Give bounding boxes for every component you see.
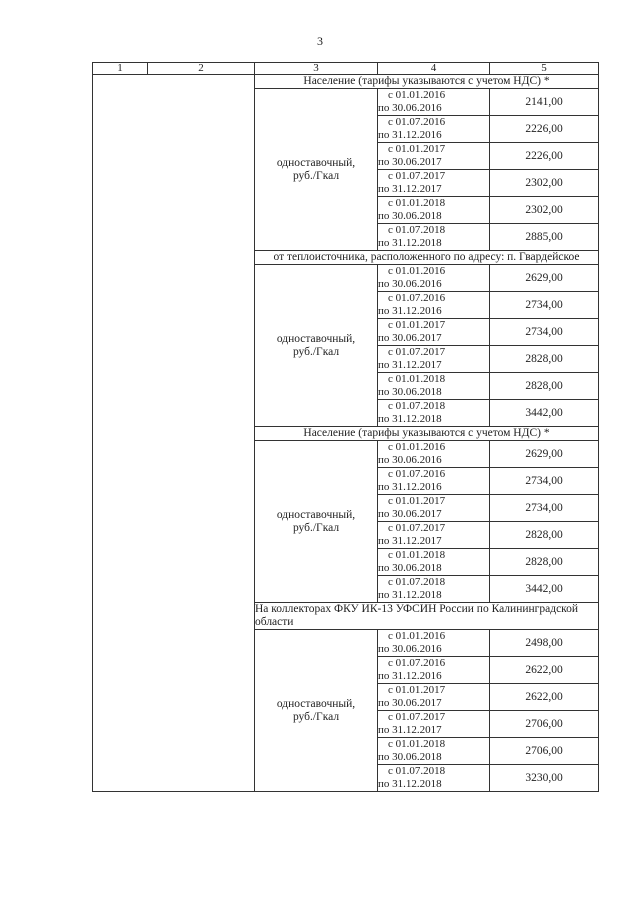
period-to: по 31.12.2016 [378, 670, 442, 682]
period-from: с 01.07.2017 [388, 170, 446, 182]
tariff-value: 2629,00 [490, 441, 599, 468]
header-col-1: 1 [93, 63, 148, 75]
period-cell [378, 549, 490, 576]
tariff-value: 3230,00 [490, 765, 599, 792]
tariff-type-line: одноставочный, [276, 156, 356, 169]
period-from: с 01.01.2016 [388, 441, 446, 453]
period-to: по 30.06.2018 [378, 562, 442, 574]
period-cell [378, 373, 490, 400]
period-from: с 01.01.2018 [388, 373, 446, 385]
header-col-5: 5 [490, 63, 599, 75]
period-from: с 01.07.2016 [388, 116, 446, 128]
section-title: Население (тарифы указываются с учетом НДС) * [255, 75, 599, 89]
empty-columns-1-2 [93, 75, 255, 792]
period-from: с 01.07.2017 [388, 522, 446, 534]
period-cell [378, 116, 490, 143]
section-title: Население (тарифы указываются с учетом НДС) * [255, 427, 599, 441]
period-cell [378, 292, 490, 319]
tariff-type-cell [255, 630, 378, 792]
tariff-type-line: руб./Гкал [292, 710, 340, 723]
section-title: от теплоисточника, расположенного по адресу: п. Гвардейское [255, 251, 599, 265]
period-cell [378, 657, 490, 684]
period-to: по 30.06.2017 [378, 508, 442, 520]
tariff-value: 2734,00 [490, 495, 599, 522]
tariff-value: 2706,00 [490, 711, 599, 738]
period-from: с 01.07.2016 [388, 657, 446, 669]
tariff-value: 2302,00 [490, 197, 599, 224]
period-from: с 01.07.2018 [388, 224, 446, 236]
period-cell [378, 765, 490, 792]
period-cell [378, 738, 490, 765]
tariff-value: 2828,00 [490, 346, 599, 373]
period-to: по 30.06.2017 [378, 697, 442, 709]
tariff-value: 2302,00 [490, 170, 599, 197]
period-cell [378, 576, 490, 603]
period-from: с 01.07.2016 [388, 468, 446, 480]
period-to: по 31.12.2017 [378, 724, 442, 736]
period-from: с 01.01.2017 [388, 495, 446, 507]
period-to: по 30.06.2016 [378, 643, 442, 655]
section-title: На коллекторах ФКУ ИК-13 УФСИН России по Калининградской области [255, 603, 599, 630]
period-from: с 01.01.2018 [388, 549, 446, 561]
period-cell [378, 468, 490, 495]
tariff-value: 2828,00 [490, 373, 599, 400]
period-cell [378, 522, 490, 549]
header-row [93, 63, 599, 75]
period-cell [378, 143, 490, 170]
period-to: по 31.12.2018 [378, 589, 442, 601]
period-cell [378, 630, 490, 657]
period-cell [378, 319, 490, 346]
tariff-type-line: руб./Гкал [292, 169, 340, 182]
section-title-row [93, 75, 599, 89]
tariff-type-line: одноставочный, [276, 697, 356, 710]
period-to: по 31.12.2016 [378, 481, 442, 493]
period-to: по 30.06.2018 [378, 210, 442, 222]
period-to: по 31.12.2018 [378, 778, 442, 790]
period-from: с 01.07.2018 [388, 400, 446, 412]
tariff-type-line: одноставочный, [276, 332, 356, 345]
period-to: по 30.06.2017 [378, 156, 442, 168]
period-to: по 31.12.2016 [378, 129, 442, 141]
tariff-value: 2734,00 [490, 468, 599, 495]
period-cell [378, 711, 490, 738]
period-from: с 01.01.2016 [388, 265, 446, 277]
period-to: по 31.12.2017 [378, 183, 442, 195]
tariff-type-line: руб./Гкал [292, 345, 340, 358]
period-from: с 01.01.2018 [388, 738, 446, 750]
tariff-value: 2622,00 [490, 657, 599, 684]
tariff-type-line: руб./Гкал [292, 521, 340, 534]
period-cell [378, 265, 490, 292]
period-cell [378, 441, 490, 468]
period-from: с 01.01.2016 [388, 89, 446, 101]
period-cell [378, 495, 490, 522]
header-col-4: 4 [378, 63, 490, 75]
period-cell [378, 89, 490, 116]
period-from: с 01.07.2017 [388, 711, 446, 723]
tariff-value: 2226,00 [490, 143, 599, 170]
tariff-value: 2226,00 [490, 116, 599, 143]
tariff-value: 2885,00 [490, 224, 599, 251]
tariff-value: 2828,00 [490, 549, 599, 576]
period-cell [378, 197, 490, 224]
period-to: по 31.12.2016 [378, 305, 442, 317]
period-cell [378, 684, 490, 711]
header-col-3: 3 [255, 63, 378, 75]
page-number: 3 [317, 34, 323, 48]
period-to: по 30.06.2017 [378, 332, 442, 344]
tariff-value: 2629,00 [490, 265, 599, 292]
period-from: с 01.01.2016 [388, 630, 446, 642]
period-from: с 01.01.2017 [388, 319, 446, 331]
tariff-type-line: одноставочный, [276, 508, 356, 521]
period-to: по 30.06.2016 [378, 454, 442, 466]
tariff-value: 2706,00 [490, 738, 599, 765]
period-to: по 30.06.2018 [378, 751, 442, 763]
period-to: по 31.12.2017 [378, 359, 442, 371]
header-col-2: 2 [148, 63, 255, 75]
tariff-type-cell [255, 89, 378, 251]
period-to: по 31.12.2018 [378, 237, 442, 249]
period-from: с 01.01.2018 [388, 197, 446, 209]
period-from: с 01.07.2018 [388, 765, 446, 777]
period-to: по 30.06.2018 [378, 386, 442, 398]
period-to: по 30.06.2016 [378, 278, 442, 290]
tariff-value: 3442,00 [490, 400, 599, 427]
period-from: с 01.07.2017 [388, 346, 446, 358]
tariff-type-cell [255, 265, 378, 427]
tariff-type-cell [255, 441, 378, 603]
tariff-value: 2734,00 [490, 319, 599, 346]
period-cell [378, 170, 490, 197]
tariff-value: 3442,00 [490, 576, 599, 603]
period-from: с 01.01.2017 [388, 143, 446, 155]
period-cell [378, 400, 490, 427]
period-to: по 30.06.2016 [378, 102, 442, 114]
period-to: по 31.12.2018 [378, 413, 442, 425]
tariff-value: 2828,00 [490, 522, 599, 549]
period-from: с 01.07.2016 [388, 292, 446, 304]
period-cell [378, 224, 490, 251]
period-from: с 01.07.2018 [388, 576, 446, 588]
tariff-value: 2141,00 [490, 89, 599, 116]
tariff-value: 2734,00 [490, 292, 599, 319]
tariff-value: 2498,00 [490, 630, 599, 657]
tariff-value: 2622,00 [490, 684, 599, 711]
period-cell [378, 346, 490, 373]
tariff-table [92, 62, 599, 792]
period-to: по 31.12.2017 [378, 535, 442, 547]
period-from: с 01.01.2017 [388, 684, 446, 696]
